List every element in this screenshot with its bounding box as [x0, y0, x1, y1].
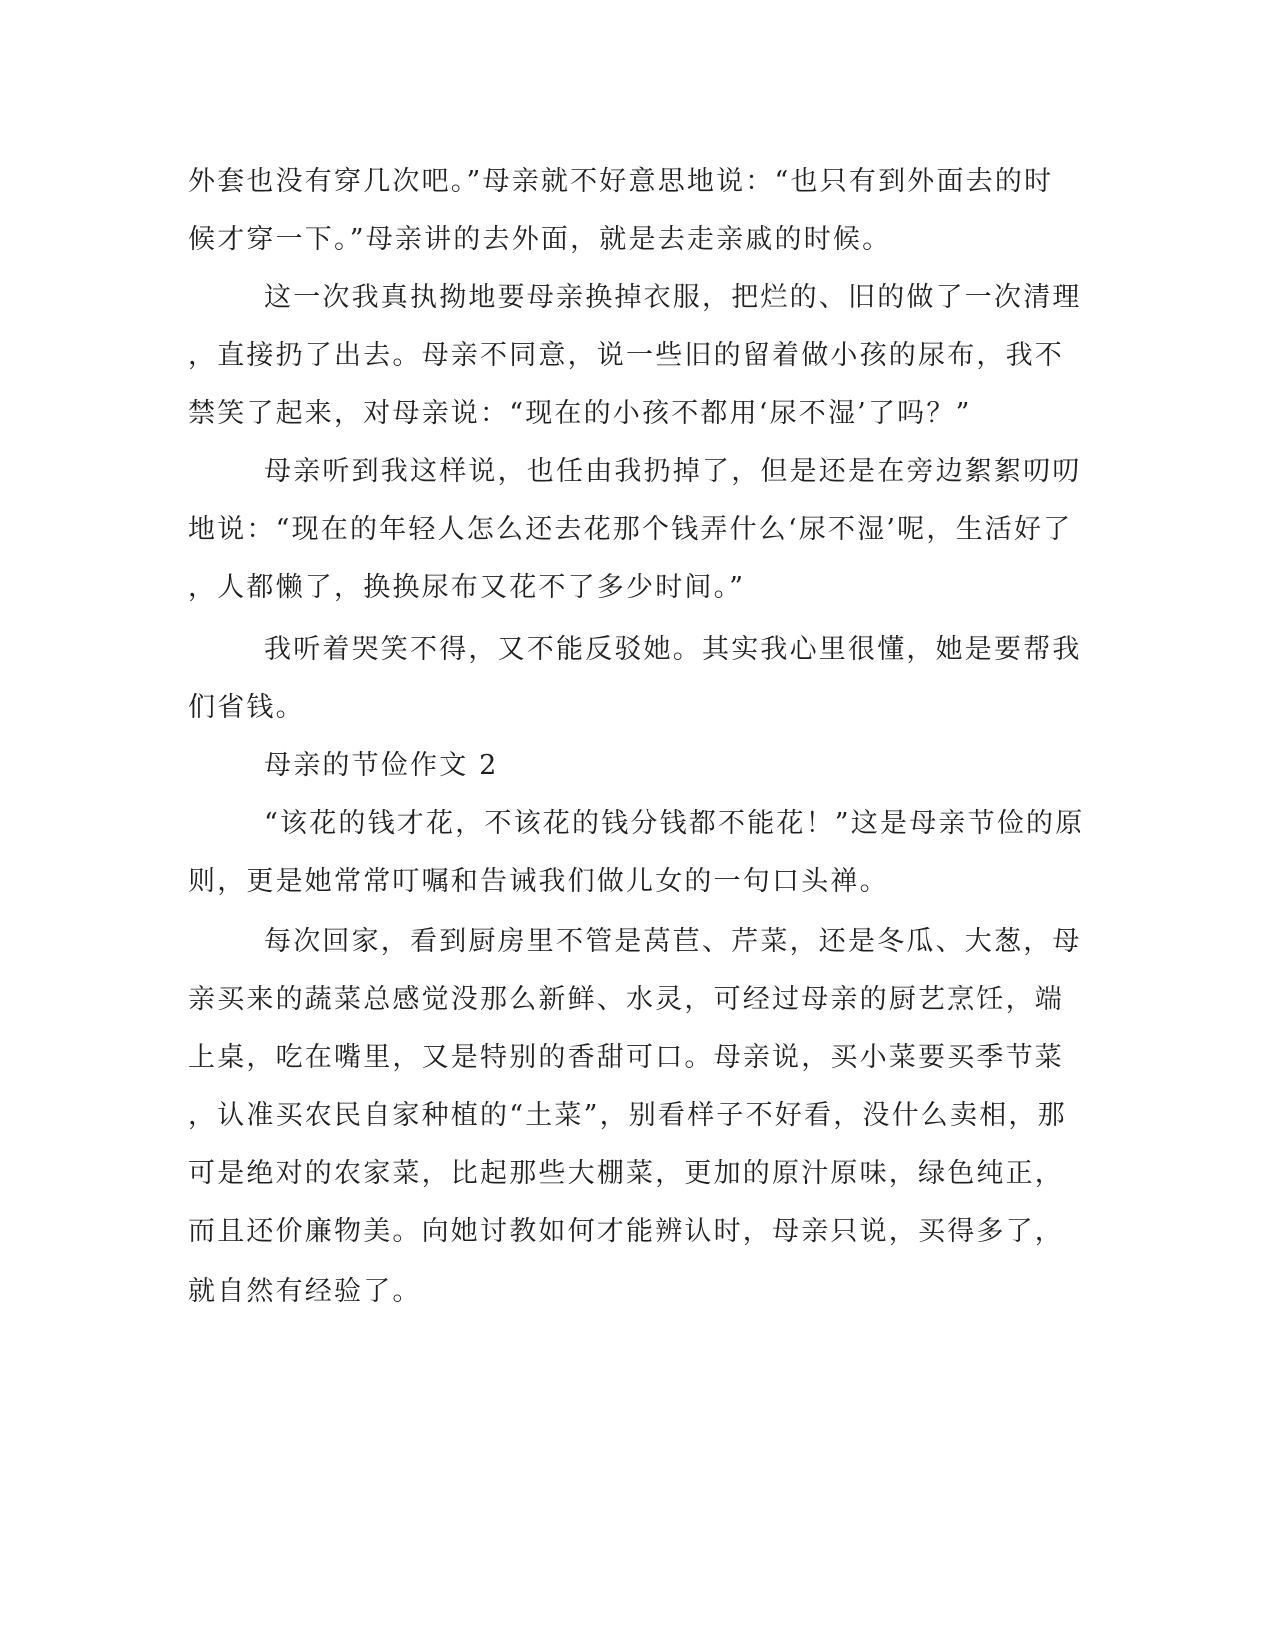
text-line: 地说：“现在的年轻人怎么还去花那个钱弄什么‘尿不湿’呢，生活好了 — [188, 514, 1073, 545]
text-line: ，直接扔了出去。母亲不同意，说一些旧的留着做小孩的尿布，我不 — [188, 340, 1064, 371]
text-line: 外套也没有穿几次吧。”母亲就不好意思地说：“也只有到外面去的时 — [188, 166, 1054, 197]
text-line: 而且还价廉物美。向她讨教如何才能辨认时，母亲只说，买得多了， — [188, 1216, 1064, 1247]
paragraph-start-line: 母亲听到我这样说，也任由我扔掉了，但是还是在旁边絮絮叨叨 — [264, 456, 1082, 487]
text-line: 则，更是她常常叮嘱和告诫我们做儿女的一句口头禅。 — [188, 866, 889, 897]
text-line: ，人都懒了，换换尿布又花不了多少时间。” — [188, 572, 746, 603]
text-line: 禁笑了起来，对母亲说：“现在的小孩不都用‘尿不湿’了吗？” — [188, 398, 972, 429]
text-line: 上桌，吃在嘴里，又是特别的香甜可口。母亲说，买小菜要买季节菜 — [188, 1042, 1064, 1073]
text-line: 候才穿一下。”母亲讲的去外面，就是去走亲戚的时候。 — [188, 224, 892, 255]
text-line: 可是绝对的农家菜，比起那些大棚菜，更加的原汁原味，绿色纯正， — [188, 1158, 1064, 1189]
paragraph-start-line: 这一次我真执拗地要母亲换掉衣服，把烂的、旧的做了一次清理 — [264, 282, 1082, 313]
paragraph-start-line: 每次回家，看到厨房里不管是莴苣、芹菜，还是冬瓜、大葱，母 — [264, 926, 1082, 957]
paragraph-start-line: 我听着哭笑不得，又不能反驳她。其实我心里很懂，她是要帮我 — [264, 634, 1082, 665]
text-line: 亲买来的蔬菜总感觉没那么新鲜、水灵，可经过母亲的厨艺烹饪，端 — [188, 984, 1064, 1015]
text-line: 就自然有经验了。 — [188, 1276, 422, 1307]
section-heading: 母亲的节俭作文 2 — [264, 750, 499, 781]
paragraph-start-line: “该花的钱才花，不该花的钱分钱都不能花！”这是母亲节俭的原 — [264, 808, 1085, 839]
text-line: 们省钱。 — [188, 692, 305, 723]
text-line: ，认准买农民自家种植的“土菜”，别看样子不好看，没什么卖相，那 — [188, 1100, 1067, 1131]
